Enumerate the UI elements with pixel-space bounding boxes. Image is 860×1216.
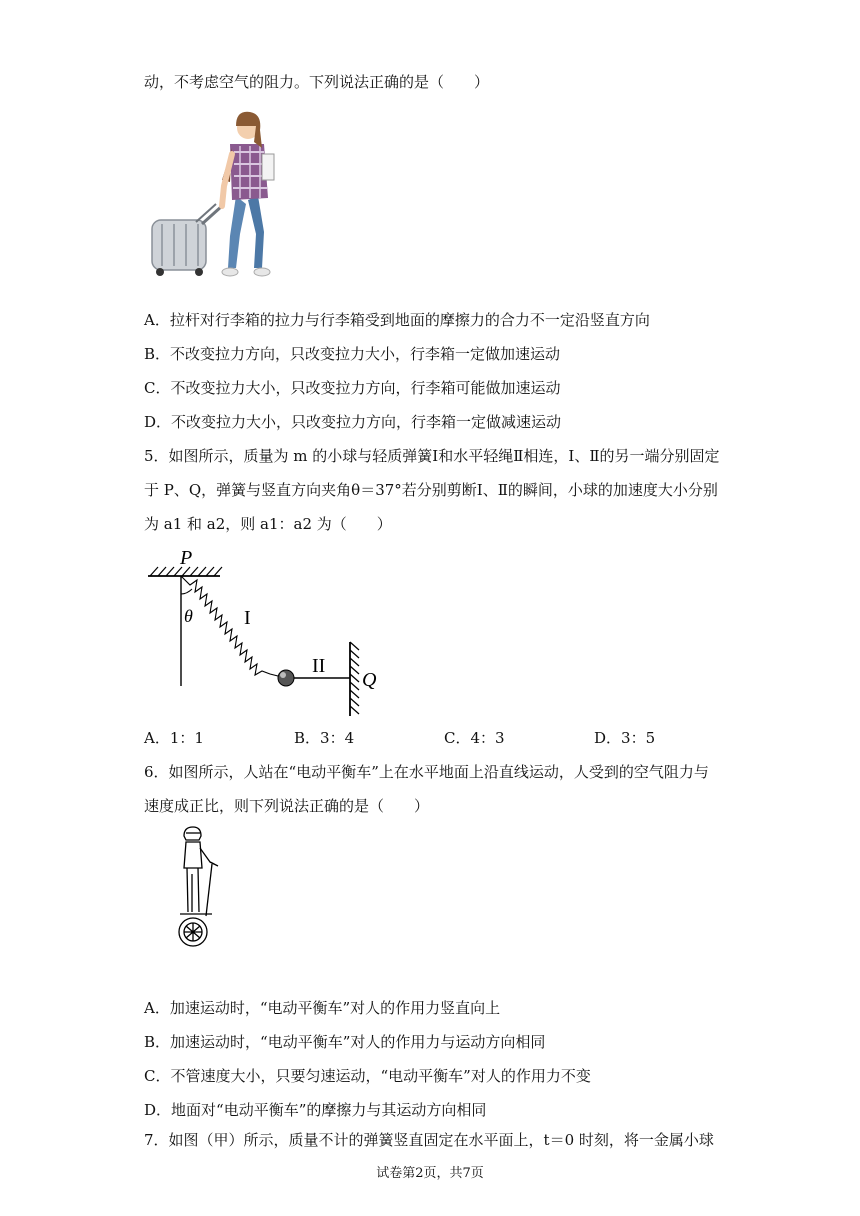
balance-scooter-rider-image bbox=[168, 824, 228, 950]
q5-option-d: D．3：5 bbox=[594, 729, 656, 747]
q5-option-a: A．1：1 bbox=[144, 729, 204, 747]
q5-stem-line-3: 为 a1 和 a2，则 a1：a2 为（ ） bbox=[144, 515, 392, 533]
q6-option-a: A．加速运动时，“电动平衡车”对人的作用力竖直向上 bbox=[144, 999, 501, 1017]
q4-option-a: A．拉杆对行李箱的拉力与行李箱受到地面的摩擦力的合力不一定沿竖直方向 bbox=[144, 311, 650, 329]
spring-ball-diagram bbox=[140, 550, 400, 720]
q6-option-d: D．地面对“电动平衡车”的摩擦力与其运动方向相同 bbox=[144, 1101, 487, 1119]
spring-label: I bbox=[244, 607, 251, 629]
q6-option-c: C．不管速度大小，只要匀速运动，“电动平衡车”对人的作用力不变 bbox=[144, 1067, 591, 1085]
q6-stem-line-1: 6．如图所示，人站在“电动平衡车”上在水平地面上沿直线运动，人受到的空气阻力与 bbox=[144, 763, 709, 781]
q5-stem-line-1: 5．如图所示，质量为 m 的小球与轻质弹簧Ⅰ和水平轻绳Ⅱ相连，Ⅰ、Ⅱ的另一端分别固定 bbox=[144, 447, 720, 465]
page-footer: 试卷第2页，共7页 bbox=[376, 1166, 484, 1181]
q4-option-d: D．不改变拉力大小，只改变拉力方向，行李箱一定做减速运动 bbox=[144, 413, 562, 431]
q5-options-row bbox=[144, 728, 655, 748]
girl-with-suitcase-image bbox=[144, 108, 294, 288]
q5-stem-line-2: 于 P、Q，弹簧与竖直方向夹角θ＝37°若分别剪断Ⅰ、Ⅱ的瞬间，小球的加速度大小分别 bbox=[144, 481, 718, 499]
rope-label: II bbox=[312, 655, 326, 677]
q6-option-b: B．加速运动时，“电动平衡车”对人的作用力与运动方向相同 bbox=[144, 1033, 546, 1051]
q4-stem-tail: 动，不考虑空气的阻力。下列说法正确的是（ ） bbox=[144, 73, 490, 91]
q4-option-c: C．不改变拉力大小，只改变拉力方向，行李箱可能做加速运动 bbox=[144, 379, 561, 397]
q5-option-b: B．3：4 bbox=[294, 729, 355, 747]
point-p-label: P bbox=[180, 550, 193, 569]
q6-stem-line-2: 速度成正比，则下列说法正确的是（ ） bbox=[144, 797, 430, 815]
theta-label: θ bbox=[184, 606, 193, 626]
q7-stem-line-1: 7．如图（甲）所示，质量不计的弹簧竖直固定在水平面上，t＝0 时刻，将一金属小球 bbox=[144, 1131, 714, 1149]
point-q-label: Q bbox=[362, 669, 377, 691]
q4-option-b: B．不改变拉力方向，只改变拉力大小，行李箱一定做加速运动 bbox=[144, 345, 561, 363]
q5-option-c: C．4：3 bbox=[444, 729, 505, 747]
